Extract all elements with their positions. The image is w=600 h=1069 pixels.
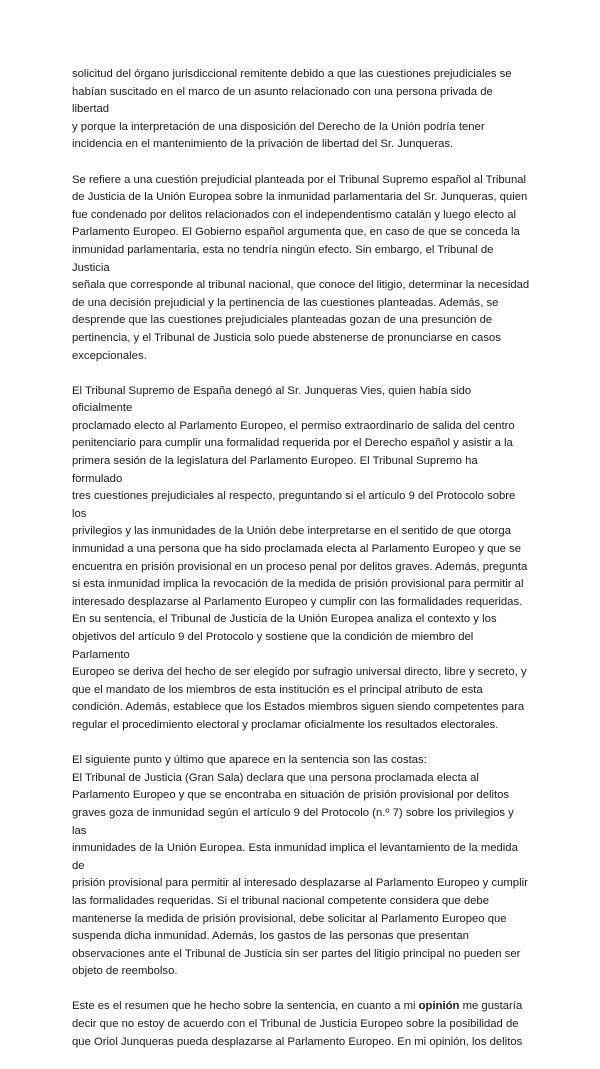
opinion-text-after: me gustaría decir que no estoy de acuerdo con el Tribunal de Justicia Europeo sobre la posibilidad de que Oriol Junqueras pueda desplazarse al Parlamento Europeo. En mi opinión, los delitos (72, 1000, 523, 1048)
paragraph-court-ruling: El Tribunal de Justicia (Gran Sala) declara que una persona proclamada electa al Parlamento Europeo y que se encontraba en situación de prisión provisional por delitos graves goza de inmunidad según el artículo 9 del Protocolo (n.º 7) sobre los privilegios y las inmunidades de la Unión Europea. Esta inmunidad implica el levantamiento de la medida de prisión provisional para permitir al interesado desplazarse al Parlamento Europeo y cumplir las formalidades requeridas. Si el tribunal nacional competente considera que debe mantenerse la medida de prisión provisional, debe solicitar al Parlamento Europeo que suspenda dicha inmunidad. Además, los gastos de las personas que presentan observaciones ante el Tribunal de Justicia sin ser partes del litigio principal no pueden ser objeto de reembolso. (72, 771, 528, 978)
paragraph-supreme-court-denial: El Tribunal Supremo de España denegó al Sr. Junqueras Vies, quien había sido oficialmente proclamado electo al Parlamento Europeo, el permiso extraordinario de salida del centro penitenciario para cumplir una formalidad requerida por el Derecho español y asistir a la primera sesión de la legislatura del Parlamento Europeo. El Tribunal Supremo ha formulado tres cuestiones prejudiciales al respecto, preguntando si el artículo 9 del Protocolo sobre los privilegios y las inmunidades de la Unión debe interpretarse en el sentido de que otorga inmunidad a una persona que ha sido proclamada electa al Parlamento Europeo y que se encuentra en prisión provisional en un proceso penal por delitos graves. Además, pregunta si esta inmunidad implica la revocación de la medida de prisión provisional para permitir al interesado desplazarse al Parlamento Europeo y cumplir con las formalidades requeridas. En su sentencia, el Tribunal de Justicia de la Unión Europea analiza el contexto y los objetivos del artículo 9 del Protocolo y sostiene que la condición de miembro del Parlamento Europeo se deriva del hecho de ser elegido por sufragio universal directo, libre y secreto, y que el mandato de los miembros de esta institución es el principal atributo de esta condición. Además, establece que los Estados miembros siguen siendo competentes para regular el procedimiento electoral y proclamar oficialmente los resultados electorales. (72, 384, 528, 731)
opinion-text-before: Este es el resumen que he hecho sobre la sentencia, en cuanto a mi (72, 1000, 419, 1013)
opinion-bold-word: opinión (418, 1000, 460, 1013)
paragraph-costs-intro: El siguiente punto y último que aparece en la sentencia son las costas: (72, 754, 427, 767)
paragraph-opinion (72, 998, 530, 1051)
document-page (72, 66, 530, 1069)
paragraph-request-context: solicitud del órgano jurisdiccional remitente debido a que las cuestiones prejudiciales se habían suscitado en el marco de un asunto relacionado con una persona privada de libertad y porque la interpretación de una disposición del Derecho de la Unión podría tener incidencia en el mantenimiento de la privación de libertad del Sr. Junqueras. (72, 68, 512, 151)
paragraph-prejudicial-question: Se refiere a una cuestión prejudicial planteada por el Tribunal Supremo español al Tribunal de Justicia de la Unión Europea sobre la inmunidad parlamentaria del Sr. Junqueras, quien fue condenado por delitos relacionados con el independentismo catalán y luego electo al Parlamento Europeo. El Gobierno español argumenta que, en caso de que se conceda la inmunidad parlamentaria, esta no tendría ningún efecto. Sin embargo, el Tribunal de Justicia señala que corresponde al tribunal nacional, que conoce del litigio, determinar la necesidad de una decisión prejudicial y la pertinencia de las cuestiones planteadas. Además, se desprende que las cuestiones prejudiciales planteadas gozan de una presunción de pertinencia, y el Tribunal de Justicia solo puede abstenerse de pronunciarse en casos excepcionales. (72, 173, 530, 362)
